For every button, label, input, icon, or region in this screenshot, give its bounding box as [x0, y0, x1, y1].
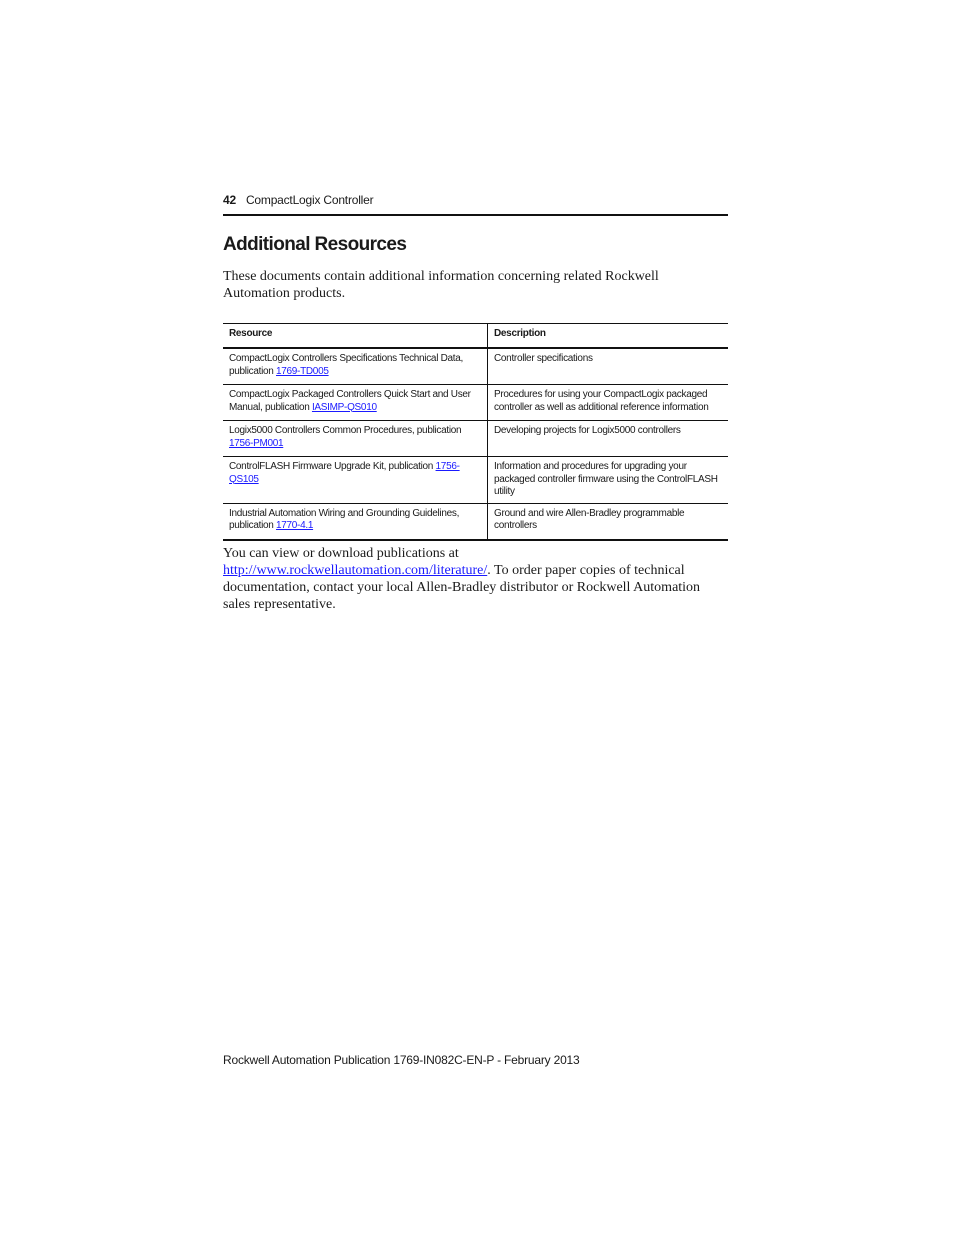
table-row	[223, 348, 728, 385]
table-row	[223, 457, 728, 504]
description-cell: Information and procedures for upgrading your packaged controller firmware using the ControlFLASH utility	[488, 457, 729, 504]
page-number: 42	[223, 193, 236, 207]
page-footer: Rockwell Automation Publication 1769-IN082C-EN-P - February 2013	[223, 1053, 580, 1067]
header-rule	[223, 214, 728, 216]
resource-cell	[223, 385, 488, 421]
description-cell: Developing projects for Logix5000 controllers	[488, 421, 729, 457]
publication-link[interactable]: 1769-TD005	[276, 365, 329, 377]
intro-paragraph: These documents contain additional information concerning related Rockwell Automation products.	[223, 269, 659, 301]
literature-link[interactable]: http://www.rockwellautomation.com/literature/	[223, 563, 488, 578]
closing-text-end: . To order paper copies of technical documentation, contact your local Allen-Bradley distributor or Rockwell Automation sales representative.	[223, 563, 701, 612]
resource-title: Logix5000 Controllers Common Procedures, publication	[229, 425, 462, 436]
section-title: Additional Resources	[223, 234, 407, 255]
table-row	[223, 503, 728, 540]
publication-link[interactable]: 1756-PM001	[229, 437, 284, 449]
resources-table	[223, 323, 728, 541]
description-cell: Ground and wire Allen-Bradley programmable controllers	[488, 503, 729, 540]
description-cell: Procedures for using your CompactLogix packaged controller as well as additional reference information	[488, 385, 729, 421]
closing-text-start: You can view or download publications at	[223, 546, 459, 561]
resource-cell	[223, 503, 488, 540]
publication-link[interactable]: 1770-4.1	[276, 520, 314, 531]
resource-title: ControlFLASH Firmware Upgrade Kit, publication	[229, 461, 436, 472]
resource-column-header: Resource	[223, 324, 488, 349]
resource-cell	[223, 348, 488, 385]
publication-link[interactable]: IASIMP-QS010	[311, 401, 377, 413]
running-title: CompactLogix Controller	[245, 193, 374, 207]
resource-title: CompactLogix Controllers Specifications Technical Data, publication	[229, 353, 463, 377]
table-row	[223, 421, 728, 457]
table-header-row	[223, 324, 728, 349]
resource-cell	[223, 421, 488, 457]
resource-cell	[223, 457, 488, 504]
closing-paragraph	[223, 545, 728, 613]
table-row	[223, 385, 728, 421]
description-cell: Controller specifications	[488, 348, 729, 385]
resource-title: CompactLogix Packaged Controllers Quick Start and User Manual, publication	[229, 389, 471, 413]
resource-title: Industrial Automation Wiring and Grounding Guidelines, publication	[229, 507, 460, 531]
description-column-header: Description	[488, 324, 729, 349]
running-header	[223, 193, 373, 207]
publication-link[interactable]: 1756-QS105	[229, 461, 460, 485]
